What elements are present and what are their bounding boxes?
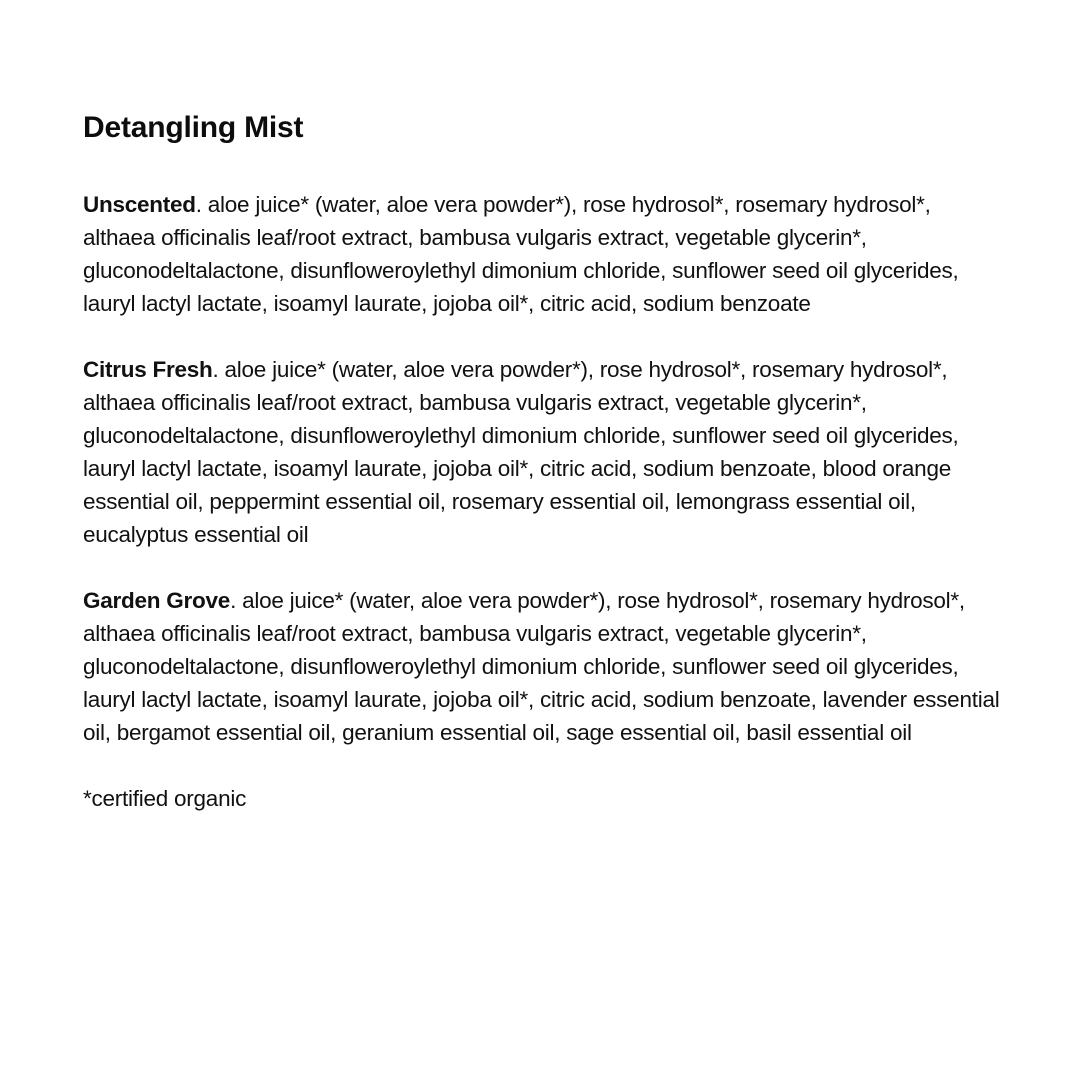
ingredient-list: . aloe juice* (water, aloe vera powder*), rose hydrosol*, rosemary hydrosol*, althaea officinalis leaf/root extract, bambusa vulgaris extract, vegetable glycerin*, gluconodeltalactone, disunfloweroylethyl dimonium chloride, sunflower seed oil glycerides, lauryl lactyl lactate, isoamyl laurate, jojoba oil*, citric acid, sodium benzoate: [83, 192, 959, 316]
variant-name: Unscented: [83, 192, 196, 217]
variant-name: Garden Grove: [83, 588, 231, 613]
variant-unscented: [83, 188, 1003, 320]
ingredients-document: [83, 108, 1003, 815]
variant-list: [83, 188, 1003, 749]
ingredient-list: . aloe juice* (water, aloe vera powder*), rose hydrosol*, rosemary hydrosol*, althaea officinalis leaf/root extract, bambusa vulgaris extract, vegetable glycerin*, gluconodeltalactone, disunfloweroylethyl dimonium chloride, sunflower seed oil glycerides, lauryl lactyl lactate, isoamyl laurate, jojoba oil*, citric acid, sodium benzoate, blood orange essential oil, peppermint essential oil, rosemary essential oil, lemongrass essential oil, eucalyptus essential oil: [83, 357, 959, 547]
footnote: *certified organic: [83, 786, 247, 811]
page-title: Detangling Mist: [83, 111, 304, 144]
ingredient-list: . aloe juice* (water, aloe vera powder*), rose hydrosol*, rosemary hydrosol*, althaea officinalis leaf/root extract, bambusa vulgaris extract, vegetable glycerin*, gluconodeltalactone, disunfloweroylethyl dimonium chloride, sunflower seed oil glycerides, lauryl lactyl lactate, isoamyl laurate, jojoba oil*, citric acid, sodium benzoate, lavender essential oil, bergamot essential oil, geranium essential oil, sage essential oil, basil essential oil: [83, 588, 1000, 745]
variant-citrus-fresh: [83, 353, 1003, 551]
variant-garden-grove: [83, 584, 1003, 749]
variant-name: Citrus Fresh: [83, 357, 213, 382]
